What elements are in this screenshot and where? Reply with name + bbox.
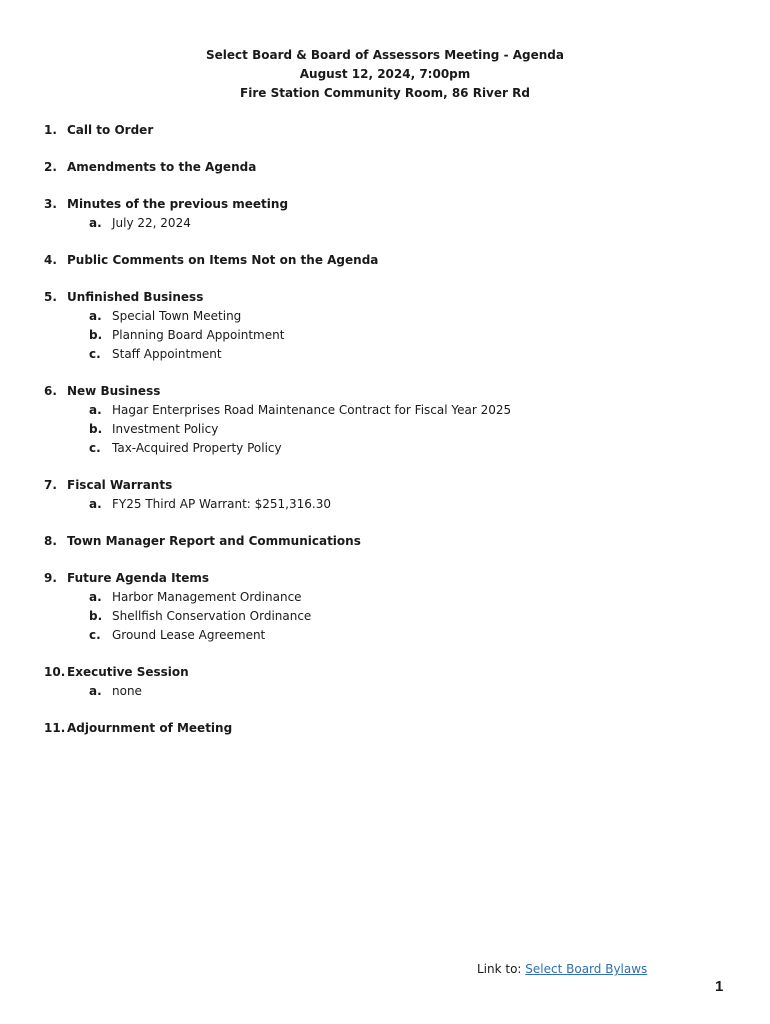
agenda-item-title: Executive Session [67, 665, 189, 679]
sub-item-letter: a. [89, 590, 102, 604]
agenda-item [44, 251, 724, 270]
agenda-item-number: 5. [44, 290, 57, 304]
agenda-sub-item [44, 214, 724, 233]
agenda-item-number: 9. [44, 571, 57, 585]
meeting-date: August 12, 2024, 7:00pm [299, 67, 471, 81]
agenda-item-number: 6. [44, 384, 57, 398]
agenda-item-number: 4. [44, 253, 57, 267]
agenda-header [0, 46, 770, 103]
agenda-item-heading [44, 288, 724, 307]
agenda-sub-item [44, 345, 724, 364]
agenda-item-heading [44, 158, 724, 177]
sub-item-letter: c. [89, 347, 101, 361]
sub-item-text: Hagar Enterprises Road Maintenance Contract for Fiscal Year 2025 [112, 403, 512, 417]
sub-item-text: Planning Board Appointment [112, 328, 285, 342]
agenda-item [44, 288, 724, 364]
sub-item-letter: a. [89, 216, 102, 230]
agenda-item-heading [44, 719, 724, 738]
agenda-item [44, 569, 724, 645]
sub-item-text: Shellfish Conservation Ordinance [112, 609, 312, 623]
agenda-item [44, 121, 724, 140]
agenda-item-title: Future Agenda Items [67, 571, 210, 585]
sub-item-letter: a. [89, 684, 102, 698]
agenda-item-number: 8. [44, 534, 57, 548]
agenda-item-heading [44, 569, 724, 588]
agenda-sub-list [44, 214, 724, 233]
agenda-item-title: Adjournment of Meeting [67, 721, 233, 735]
agenda-item-title: Fiscal Warrants [67, 478, 173, 492]
agenda-item-heading [44, 121, 724, 140]
agenda-sub-list [44, 588, 724, 645]
agenda-sub-item [44, 401, 724, 420]
agenda-item-number: 11. [44, 721, 66, 735]
meeting-title: Select Board & Board of Assessors Meeting - Agenda [206, 48, 564, 62]
sub-item-letter: a. [89, 403, 102, 417]
agenda-item-heading [44, 476, 724, 495]
sub-item-text: FY25 Third AP Warrant: $251,316.30 [112, 497, 331, 511]
agenda-sub-list [44, 401, 724, 458]
meeting-location: Fire Station Community Room, 86 River Rd [240, 86, 530, 100]
agenda-item-heading [44, 382, 724, 401]
sub-item-letter: b. [89, 609, 103, 623]
sub-item-letter: c. [89, 441, 101, 455]
agenda-item [44, 382, 724, 458]
sub-item-text: Harbor Management Ordinance [112, 590, 302, 604]
agenda-sub-item [44, 682, 724, 701]
link-prefix: Link to: [477, 962, 526, 976]
agenda-item-title: New Business [67, 384, 161, 398]
sub-item-text: none [112, 684, 142, 698]
sub-item-text: July 22, 2024 [112, 216, 191, 230]
agenda-sub-item [44, 307, 724, 326]
agenda-item-title: Call to Order [67, 123, 154, 137]
agenda-sub-item [44, 326, 724, 345]
select-board-bylaws-link[interactable]: Select Board Bylaws [525, 962, 648, 976]
agenda-sub-list [44, 495, 724, 514]
agenda-item-title: Public Comments on Items Not on the Agenda [67, 253, 379, 267]
agenda-list [44, 121, 724, 756]
agenda-item-number: 10. [44, 665, 66, 679]
sub-item-letter: a. [89, 309, 102, 323]
agenda-item-heading [44, 251, 724, 270]
agenda-sub-list [44, 682, 724, 701]
agenda-item-number: 2. [44, 160, 57, 174]
sub-item-letter: c. [89, 628, 101, 642]
agenda-item [44, 663, 724, 701]
sub-item-text: Staff Appointment [112, 347, 222, 361]
sub-item-text: Tax-Acquired Property Policy [112, 441, 282, 455]
agenda-item-heading [44, 195, 724, 214]
agenda-sub-item [44, 607, 724, 626]
agenda-sub-item [44, 439, 724, 458]
agenda-item-title: Minutes of the previous meeting [67, 197, 289, 211]
sub-item-letter: b. [89, 328, 103, 342]
agenda-sub-item [44, 626, 724, 645]
agenda-item [44, 158, 724, 177]
agenda-sub-list [44, 307, 724, 364]
agenda-item-number: 1. [44, 123, 57, 137]
agenda-item [44, 195, 724, 233]
agenda-item-heading [44, 663, 724, 682]
sub-item-letter: a. [89, 497, 102, 511]
agenda-item-number: 3. [44, 197, 57, 211]
agenda-item [44, 719, 724, 738]
agenda-sub-item [44, 588, 724, 607]
sub-item-text: Ground Lease Agreement [112, 628, 266, 642]
agenda-item-title: Amendments to the Agenda [67, 160, 257, 174]
page-number: 1 [715, 978, 724, 995]
agenda-item [44, 532, 724, 551]
agenda-item [44, 476, 724, 514]
sub-item-text: Investment Policy [112, 422, 219, 436]
sub-item-text: Special Town Meeting [112, 309, 242, 323]
agenda-item-heading [44, 532, 724, 551]
agenda-item-title: Town Manager Report and Communications [67, 534, 361, 548]
footer-link-line [477, 960, 647, 979]
sub-item-letter: b. [89, 422, 103, 436]
agenda-item-number: 7. [44, 478, 57, 492]
agenda-item-title: Unfinished Business [67, 290, 204, 304]
agenda-sub-item [44, 420, 724, 439]
agenda-sub-item [44, 495, 724, 514]
